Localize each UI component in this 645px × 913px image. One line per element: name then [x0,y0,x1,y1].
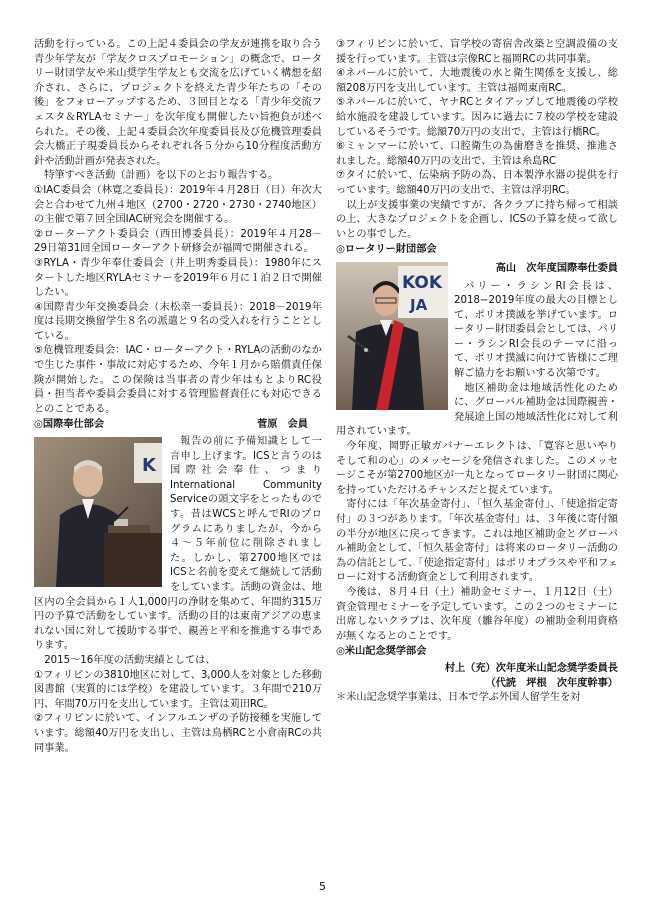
record-7: ⑦タイに於いて、伝染病予防の為、日本製浄水器の提供を行っています。総額40万円の支出で、主管は浮羽RC。 [336,170,618,196]
plan-intro: 特筆すべき活動（計画）を以下のとおり報告する。 [44,170,279,182]
plan-item-4: ④国際青少年交換委員会（末松幸一委員長）：2018－2019年度は長期交換留学生８名の派遣と９名の受入れを行うこととしている。 [34,301,322,342]
foundation-p5: 今後は、８月４日（土）補助金セミナー、１月12日（土）資金管理セミナーを予定しています。この２つのセミナーに出席しないクラブは、次年度（雛谷年度）の補助金利用資格が無くなるとのことです。 [336,586,618,642]
foundation-wrap-text: バリー・ラシンRI会長は、2018−2019年度の最大の目標として、ポリオ撲滅を挙げています。ロータリー財団委員会としては、バリー・ラシンRI会長のテーマに沿って、ポリオ撲滅に向けて皆様にご理解ご協力をお願いする次第です。 [454,280,618,380]
yoneyama-speaker: 村上（充）次年度米山記念奨学委員長 [444,662,618,674]
plan-item-1: ①IAC委員会（林寛之委員長）：2019年４月28日（日）年次大会と合わせて九州４地区（2700・2720・2730・2740地区）の主催で第７回全国IAC研究会を開催する。 [34,184,322,226]
record-5: ⑤ネパールに於いて、ヤナRCとタイアップして地震後の学校給水施設を建設しています。因みに過去に７校の学校を建設しているそうです。総額70万円の支出で、主管は行橋RC。 [336,97,618,138]
intl-speaker: 菅原 会員 [257,419,308,431]
record-6: ⑥ミャンマーに於いて、口腔衛生の為歯磨きを推奨、推進されました。総額40万円の支出で、主管は糸島RC [336,141,618,167]
intro-paragraph: 活動を行っている。この上記４委員会の学友が連携を取り合う青少年学友が「学友クロスプロモーション」の概念で、ロータリー財団学友や米山奨学生学友とも交流を広げていく構想を紹介され、さらに、プロジェクトを終えた青少年たちの「その後」をフォローアップするため、３回目となる「青少年交流フェスタ＆RYLAセミナー」を次年度も開催したい旨抱負が述べられた。その後、上記４委員会次年度委員長及び危機管理委員会大橋正子現委員長からそれぞれ各５分から10分程度活動方針や活動計画が発表された。 [34,39,322,167]
foundation-p2: 地区補助金は地域活性化のために、グローバル補助金は国際親善・発展途上国の地域活性化に対して利用されています。 [336,382,618,438]
record-3: ③フィリピンに於いて、盲学校の寄宿舎改築と空調設備の支援を行っています。主管は宗像RCと福岡RCの共同事業。 [336,39,618,65]
plan-item-5: ⑤危機管理委員会：IAC・ローターアクト・RYLAの活動のなかで生じた事件・事故に対応するため、今年１月から賠償責任保険が開始した。この保険は当事者の青少年はもとよりRC役員・担当者や委員会委員に対する管理監督責任にも対応できるとのことである。 [34,345,322,415]
yoneyama-section-title: ◎米山記念奨学部会 [336,646,427,658]
speaker-photo-left [34,437,162,587]
foundation-p3: 今年度、岡野正敏ガバナーエレクトは、「寛容と思いやり そして和の心」のメッセージを発信されました。このメッセージこそが第2700地区が一丸となってロータリー財団に関心を持っていただけるチャンスだと捉えています。 [336,441,629,496]
record-1: ①フィリピンの3810地区に対して、3,000人を対象とした移動図書館（実質的には学校）を建設しています。３年間で210万円、年間70万円を支出しています。主管は苅田RC。 [34,669,322,710]
records-summary: 以上が支援事業の実績ですが、各クラブに持ち帰って相談の上、大きなプロジェクトを企画し、ICSの予算を使って欲しいとの事でした。 [336,199,618,240]
page-number: 5 [319,880,326,893]
photo-backdrop-text-right-2: JA [410,295,428,314]
plan-item-2: ②ローターアクト委員会（西田博委員長）：2019年４月28－29日第31回全国ローターアクト研修会が福岡で開催される。 [34,228,322,255]
yoneyama-reader: （代読 坪根 次年度幹事） [485,677,618,689]
intl-section-header [34,418,322,433]
yoneyama-body: ＊米山記念奨学事業は、日本で学ぶ外国人留学生を対 [336,692,581,704]
record-2: ②フィリピンに於いて、インフルエンザの予防接種を実施しています。総額40万円を支出し、主管は鳥栖RCと小倉南RCの共同事業。 [34,713,322,754]
speaker-photo-right [336,262,448,410]
foundation-section-title: ◎ロータリー財団部会 [336,244,437,256]
left-column [34,38,322,756]
intl-section-title: ◎国際奉仕部会 [34,419,105,431]
photo-backdrop-text-left: K [142,455,156,477]
right-column [336,38,629,706]
plan-item-3: ③RYLA・青少年奉仕委員会（井上明秀委員長）：1980年にスタートした地区RYLAセミナーを2019年６月に１泊２日で開催したい。 [34,257,322,299]
foundation-speaker: 高山 次年度国際奉仕委員 [495,262,618,274]
intl-body: 報告の前に予備知識として一言申し上げます。ICSと言うのは国際社会奉仕、つまりInternational Community Serviceの頭文字をとったものです。昔はWCSと呼んでRIのプログラムにありましたが、今から４〜５年前位に削除されました。しかし、第2700地区ではICSと名前を変えて継続して活動をしています。活動の資金は、地区内の全会員から１人1,000円の浄財を集めて、年間約315万円の予算で活動をしています。活動の目的は東南アジアの恵まれない国に対して援助する事で、親善と平和を推進する事であります。 [34,436,322,652]
yoneyama-section-header [336,645,618,660]
record-intro: 2015〜16年度の活動実績としては、 [44,654,216,666]
photo-backdrop-text-right: KOK [402,272,443,293]
record-4: ④ネパールに於いて、大地震後の水と衛生関係を支援し、総額208万円を支出しています。主管は福岡東南RC。 [336,68,618,94]
foundation-p4: 寄付には「年次基金寄付」、「恒久基金寄付」、「使途指定寄付」の３つがあります。「年次基金寄付」は、３年後に寄付額の半分が地区に戻ってきます。これは地区補助金とグローバル補助金として、「恒久基金寄付」は将来のロータリー活動の為の信託として、「使途指定寄付」はポリオプラスや平和フェローに対する活動資金として利用されます。 [336,499,618,584]
foundation-section-header [336,243,618,258]
